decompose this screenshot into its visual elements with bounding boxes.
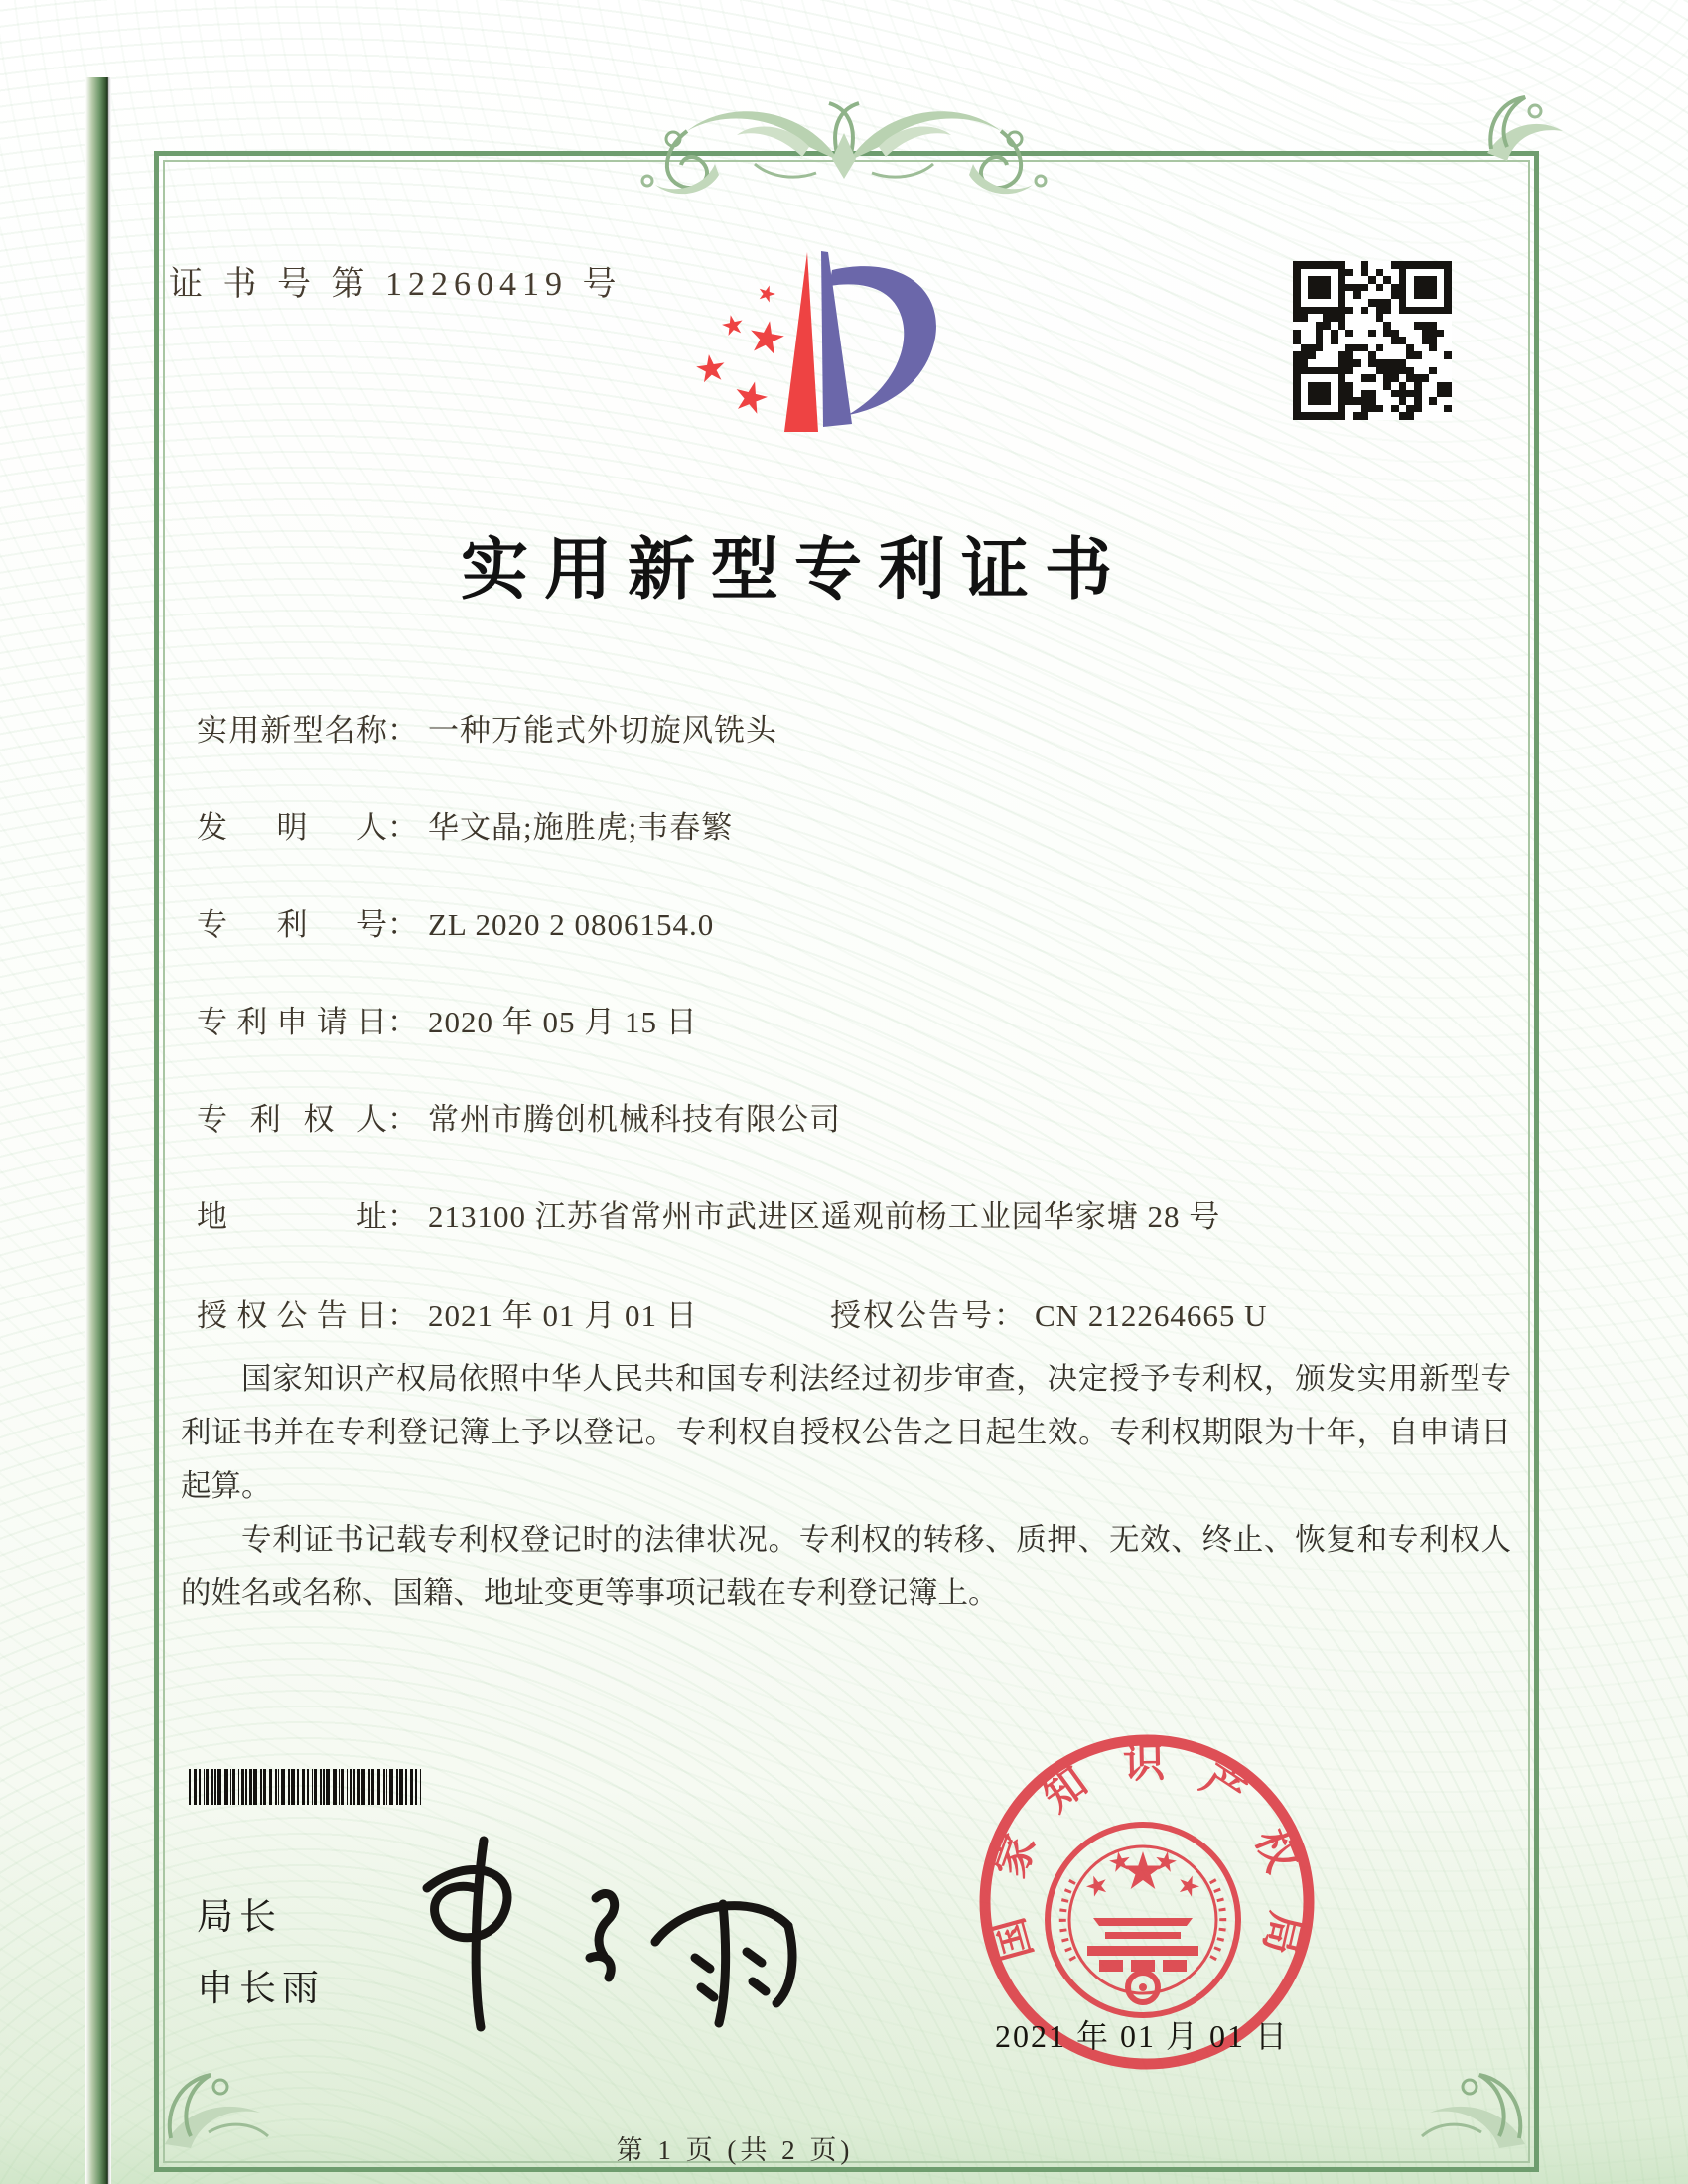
field-value: 213100 江苏省常州市武进区遥观前杨工业园华家塘 28 号 bbox=[428, 1199, 1221, 1234]
field-value: 一种万能式外切旋风铣头 bbox=[428, 713, 777, 748]
certificate-number: 证 书 号 第 12260419 号 bbox=[169, 266, 623, 303]
colon: ： bbox=[994, 1298, 1025, 1333]
qr-code bbox=[1293, 261, 1452, 420]
field-label: 授权公告日 bbox=[197, 1298, 387, 1333]
field-value: 华文晶;施胜虎;韦春繁 bbox=[428, 810, 734, 845]
field-value: CN 212264665 U bbox=[1035, 1298, 1268, 1333]
legal-paragraph-1: 国家知识产权局依照中华人民共和国专利法经过初步审查，决定授予专利权，颁发实用新型专利证书并在专利登记簿上予以登记。专利权自授权公告之日起生效。专利权期限为十年，自申请日起算。 bbox=[181, 1362, 1511, 1503]
field-row-filing-date bbox=[197, 997, 1517, 1042]
seal-org-text: 国家知识产权局 bbox=[984, 1738, 1311, 1966]
legal-body bbox=[181, 1352, 1511, 1620]
colon: ： bbox=[387, 1102, 418, 1137]
field-label: 授权公告号 bbox=[830, 1298, 994, 1333]
field-label: 专利号 bbox=[197, 907, 387, 942]
field-value: 2020 年 05 月 15 日 bbox=[428, 1005, 698, 1039]
field-label: 专利权人 bbox=[197, 1102, 387, 1137]
field-row-address bbox=[197, 1191, 1517, 1237]
colon: ： bbox=[387, 1005, 418, 1039]
barcode bbox=[189, 1769, 496, 1805]
field-label: 实用新型名称 bbox=[197, 713, 387, 748]
field-label: 发明人 bbox=[197, 810, 387, 845]
colon: ： bbox=[387, 1199, 418, 1234]
field-row-patentee bbox=[197, 1094, 1517, 1140]
seal-national-emblem bbox=[1048, 1825, 1238, 2015]
colon: ： bbox=[387, 907, 418, 942]
field-row-name bbox=[197, 705, 1517, 751]
field-row-patent-number bbox=[197, 899, 1517, 945]
field-row-inventors bbox=[197, 802, 1517, 848]
field-label: 地址 bbox=[197, 1199, 387, 1234]
field-value: 常州市腾创机械科技有限公司 bbox=[428, 1102, 841, 1137]
signature-icon bbox=[369, 1827, 826, 2040]
field-row-grant bbox=[197, 1291, 1517, 1336]
seal-date: 2021 年 01 月 01 日 bbox=[994, 2018, 1289, 2054]
certificate-title: 实用新型专利证书 bbox=[460, 532, 1128, 608]
svg-text:国家知识产权局 bbox=[984, 1739, 1310, 1966]
colon: ： bbox=[387, 713, 418, 748]
legal-paragraph-2: 专利证书记载专利权登记时的法律状况。专利权的转移、质押、无效、终止、恢复和专利权人的姓名或名称、国籍、地址变更等事项记载在专利登记簿上。 bbox=[181, 1523, 1511, 1610]
officer-name: 申长雨 bbox=[197, 1968, 325, 2008]
field-value: ZL 2020 2 0806154.0 bbox=[428, 907, 715, 942]
grant-number-group bbox=[830, 1291, 1267, 1335]
cnipa-logo-icon bbox=[645, 226, 993, 465]
officer-title: 局长 bbox=[197, 1896, 282, 1937]
colon: ： bbox=[387, 810, 418, 845]
page-footer: 第 1 页 (共 2 页) bbox=[616, 2135, 854, 2165]
field-value: 2021 年 01 月 01 日 bbox=[428, 1298, 698, 1333]
field-label: 专利申请日 bbox=[197, 1005, 387, 1039]
scan-binding-strip bbox=[85, 77, 111, 2184]
colon: ： bbox=[387, 1298, 418, 1333]
